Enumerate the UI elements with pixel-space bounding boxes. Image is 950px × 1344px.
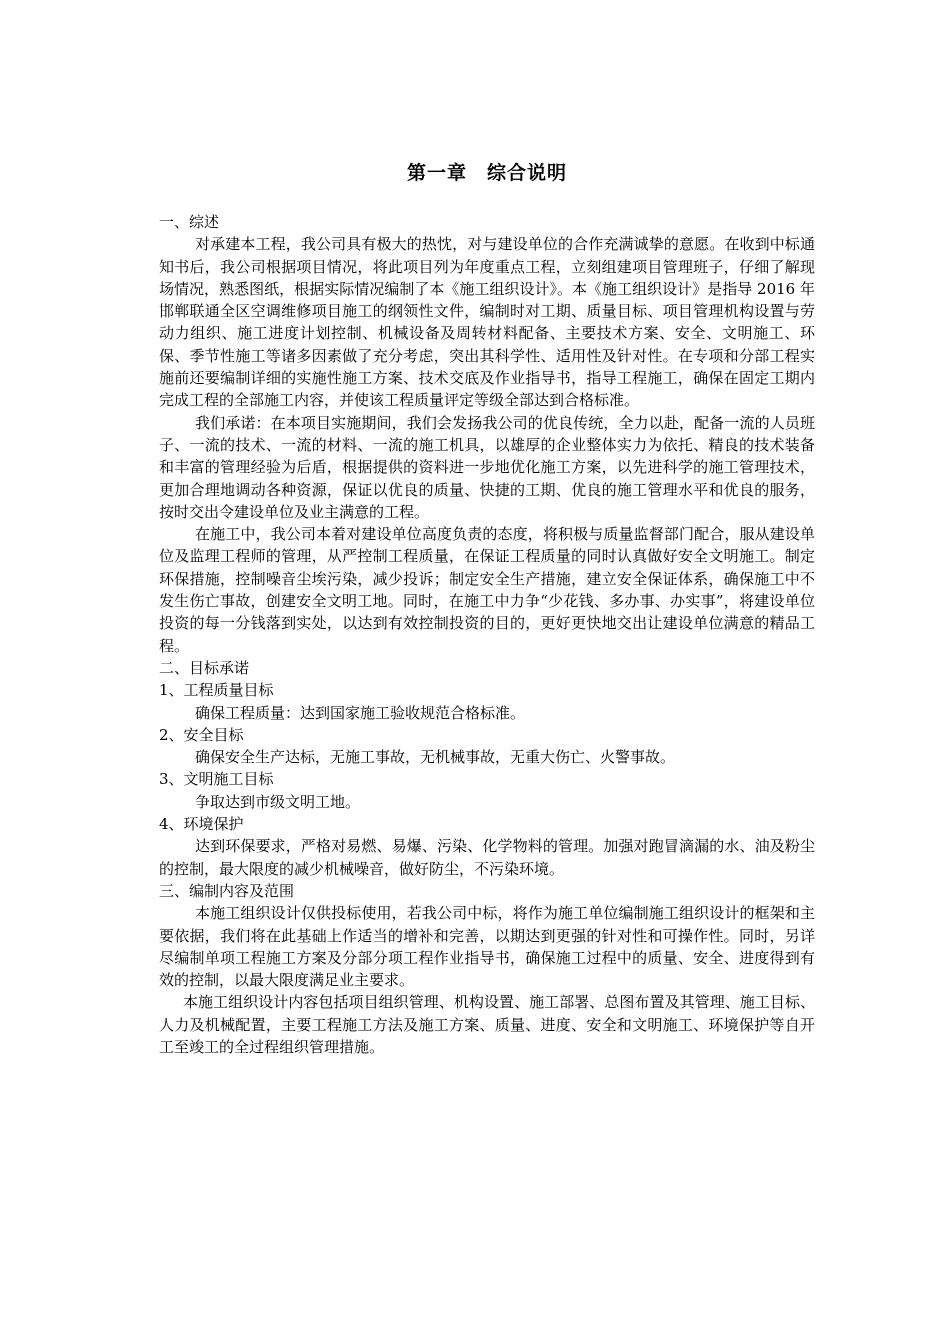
subheading-civil: 3、文明施工目标 [159, 770, 274, 789]
overview-paragraph-1: 对承建本工程，我公司具有极大的热忱，对与建设单位的合作充满诚挚的意愿。在收到中标通知书后，我公司根据项目情况，将此项目列为年度重点工程，立刻组建项目管理班子，仔细了解现场情况，熟悉图纸，根据实际情况编制了本《施工组织设计》。本《施工组织设计》是指导 2016 年邯郸联通全区空调维修项目施工的纲领性文件，编制时对工期、质量目标、项目管理机构设置与劳动力组织、施工进度计划控制、机械设备及周转材料配备、主要技术方案、安全、文明施工、环保、季节性施工等诸多因素做了充分考虑，突出其科学性、适用性及针对性。在专项和分部工程实施前还要编制详细的实施性施工方案、技术交底及作业指导书，指导工程施工，确保在固定工期内完成工程的全部施工内容，并使该工程质量评定等级全部达到合格标准。 [159, 235, 815, 410]
civil-text: 争取达到市级文明工地。 [195, 792, 361, 811]
section-heading-scope: 三、编制内容及范围 [159, 881, 295, 900]
chapter-label: 第一章 [406, 162, 467, 184]
document-body [159, 211, 815, 1058]
scope-paragraph-2: 本施工组织设计内容包括项目组织管理、机构设置、施工部署、总图布置及其管理、施工目标、人力及机械配置，主要工程施工方法及施工方案、质量、进度、安全和文明施工、环境保护等自开工至竣工的全过程组织管理措施。 [159, 993, 815, 1056]
safety-text: 确保安全生产达标，无施工事故，无机械事故，无重大伤亡、火警事故。 [195, 748, 676, 767]
overview-paragraph-2: 我们承诺：在本项目实施期间，我们会发扬我公司的优良传统，全力以赴，配备一流的人员班子、一流的技术、一流的材料、一流的施工机具，以雄厚的企业整体实力为依托、精良的技术装备和丰富的管理经验为后盾，根据提供的资料进一步地优化施工方案，以先进科学的施工管理技术，更加合理地调动各种资源，保证以优良的质量、快捷的工期、优良的施工管理水平和优良的服务，按时交出令建设单位及业主满意的工程。 [159, 413, 815, 521]
section-heading-goals: 二、目标承诺 [159, 658, 250, 677]
subheading-safety: 2、安全目标 [159, 725, 244, 744]
chapter-title [159, 155, 815, 191]
chapter-name: 综合说明 [487, 162, 568, 184]
environment-text: 达到环保要求，严格对易燃、易爆、污染、化学物料的管理。加强对跑冒滴漏的水、油及粉尘的控制，最大限度的减少机械噪音，做好防尘，不污染环境。 [159, 837, 815, 878]
subheading-quality: 1、工程质量目标 [159, 681, 274, 700]
overview-paragraph-3: 在施工中，我公司本着对建设单位高度负责的态度，将积极与质量监督部门配合，服从建设单位及监理工程师的管理，从严控制工程质量，在保证工程质量的同时认真做好安全文明施工。制定环保措施，控制噪音尘埃污染，减少投诉；制定安全生产措施，建立安全保证体系，确保施工中不发生伤亡事故，创建安全文明工地。同时，在施工中力争“少花钱、多办事、办实事”，将建设单位投资的每一分钱落到实处，以达到有效控制投资的目的，更好更快地交出让建设单位满意的精品工程。 [159, 525, 815, 655]
section-heading-overview: 一、综述 [159, 213, 220, 231]
quality-text: 确保工程质量：达到国家施工验收规范合格标准。 [195, 703, 526, 722]
scope-paragraph-1: 本施工组织设计仅供投标使用，若我公司中标，将作为施工单位编制施工组织设计的框架和主要依据，我们将在此基础上作适当的增补和完善，以期达到更强的针对性和可操作性。同时，另详尽编制单项工程施工方案及分部分项工程作业指导书，确保施工过程中的质量、安全、进度得到有效的控制，以最大限度满足业主要求。 [159, 904, 815, 990]
subheading-environment: 4、环境保护 [159, 815, 244, 834]
document-page [159, 155, 815, 1058]
